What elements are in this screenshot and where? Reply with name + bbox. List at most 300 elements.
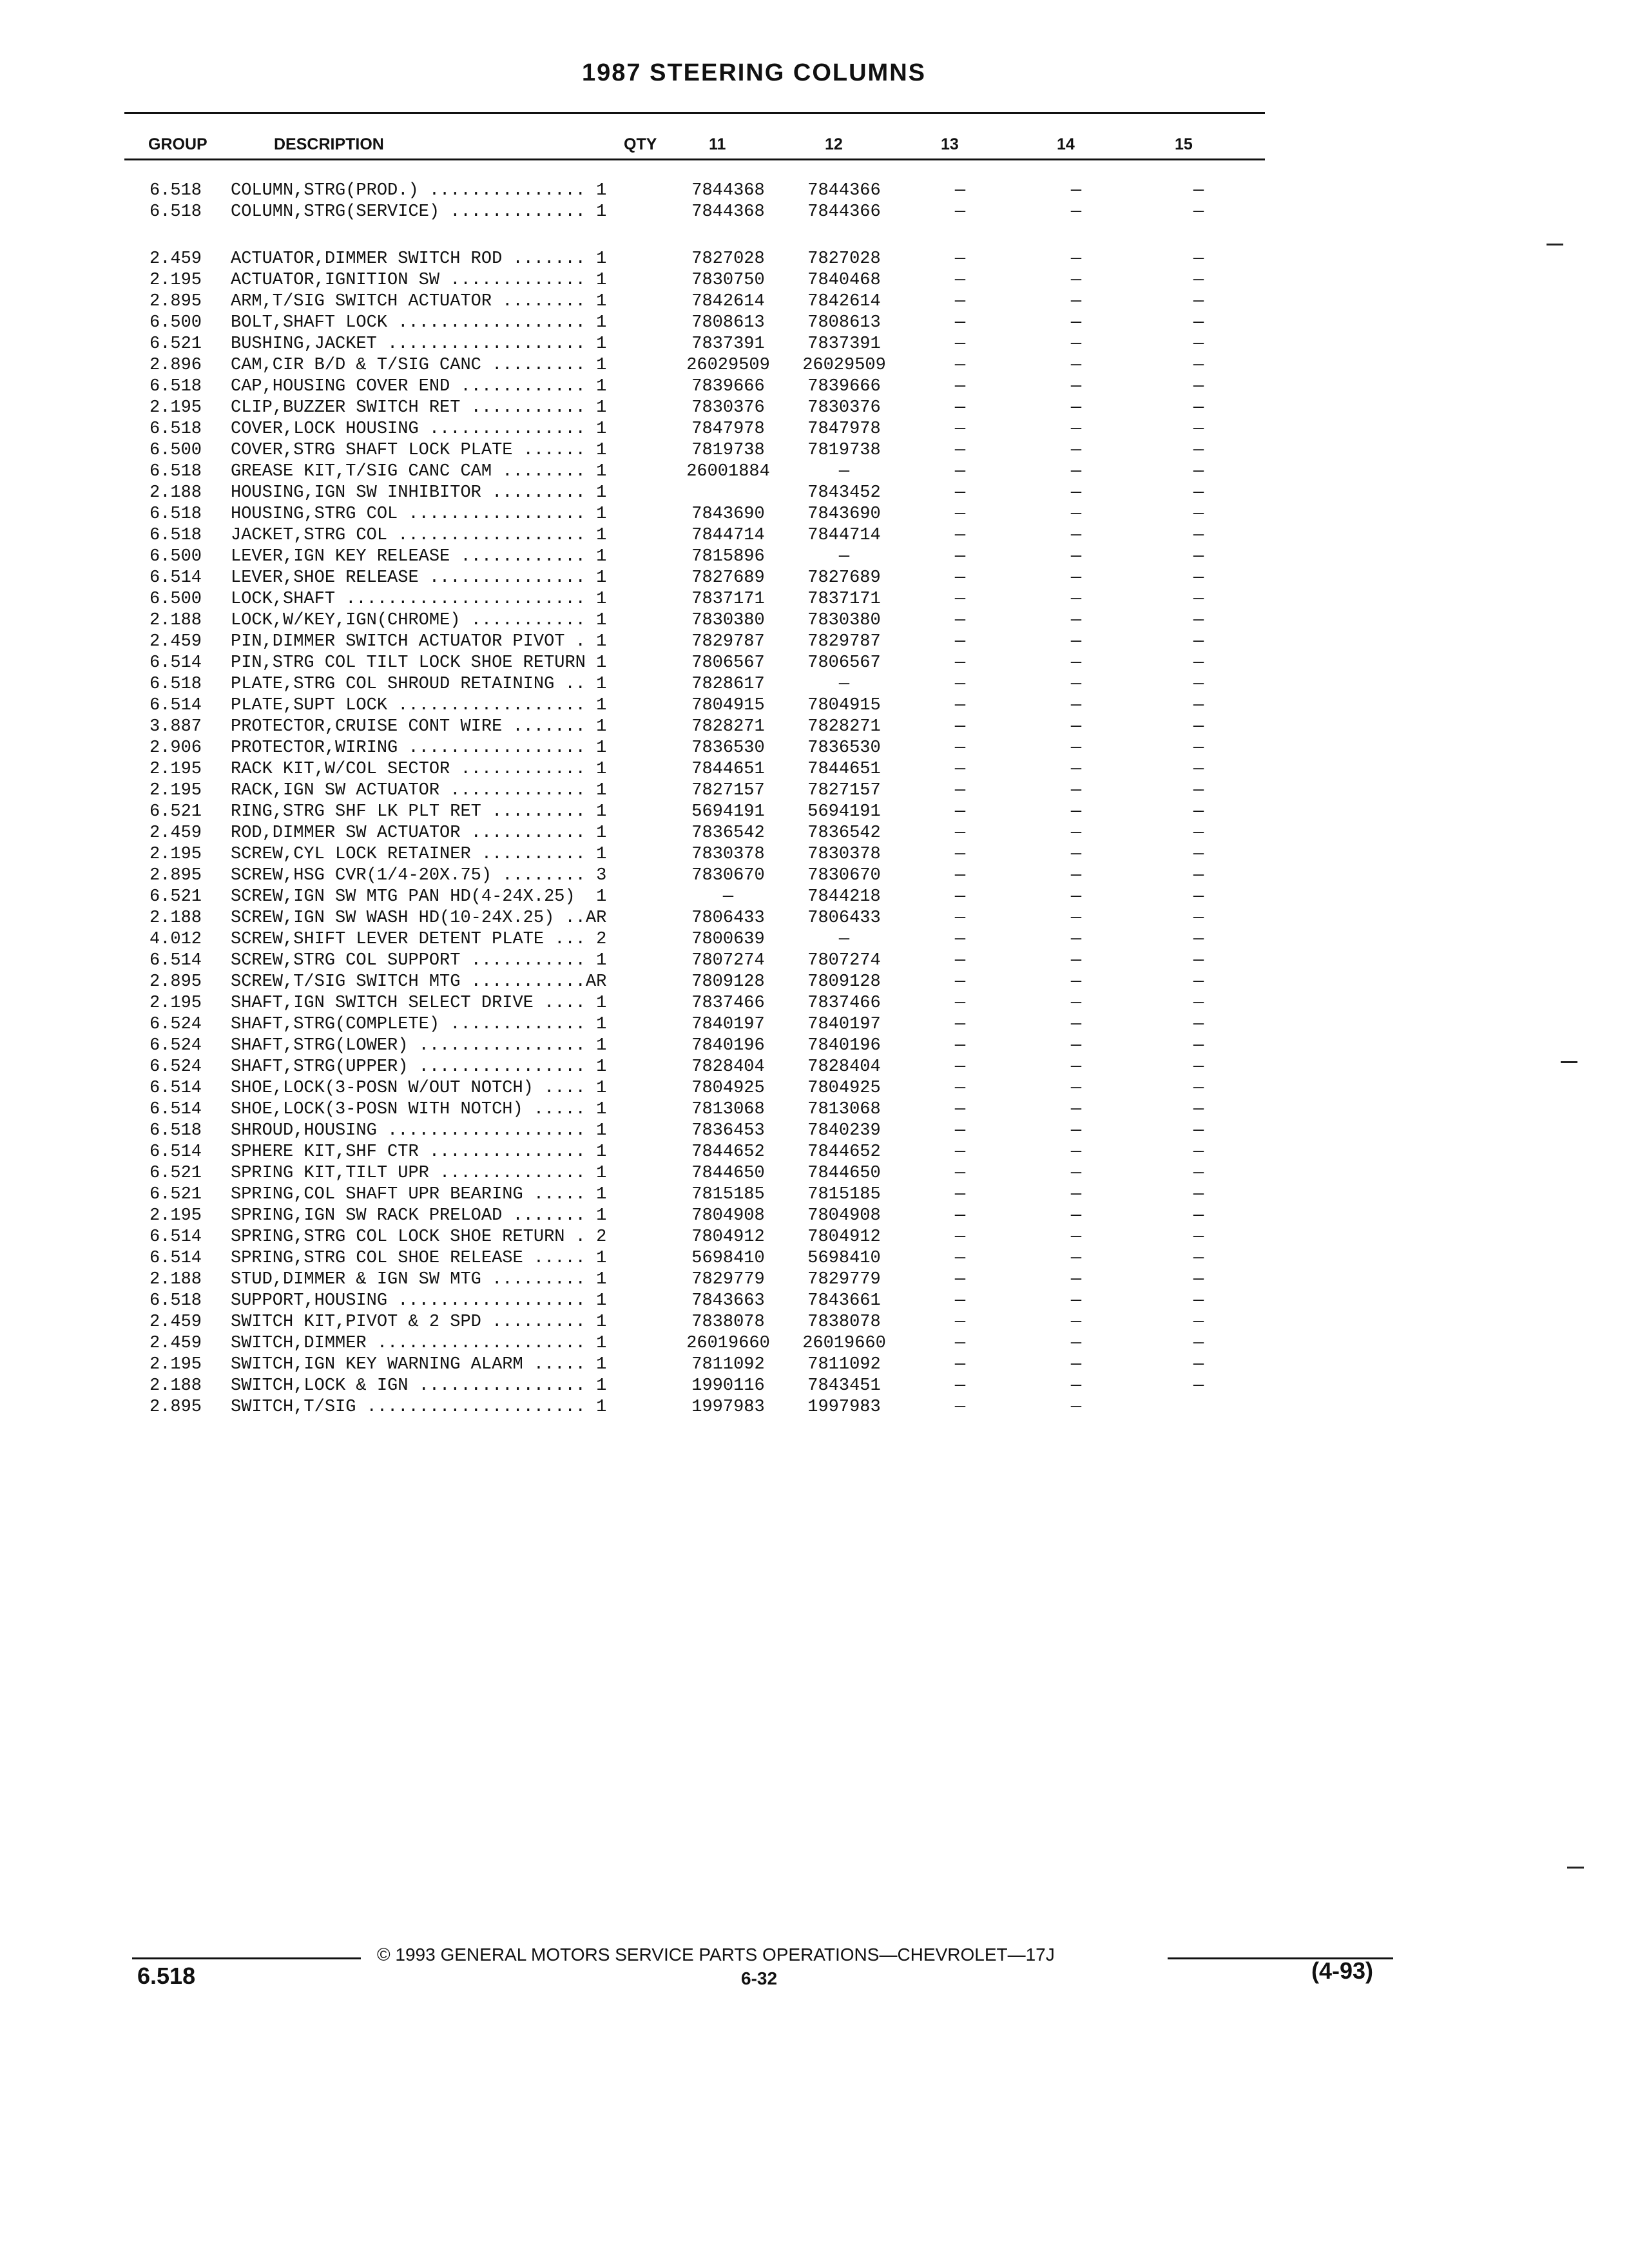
row-part-13: — [954, 1398, 966, 1417]
row-part-15: — [1193, 738, 1204, 758]
row-part-12: 7809128 [807, 972, 881, 992]
row-part-15: — [1193, 823, 1204, 843]
row-part-15: — [1193, 1355, 1204, 1374]
margin-tick-mark [1561, 1061, 1577, 1063]
table-row [0, 631, 1629, 653]
row-part-15: — [1193, 590, 1204, 609]
page-title: 1987 STEERING COLUMNS [582, 59, 926, 86]
row-part-11: 5694191 [691, 802, 765, 822]
row-part-11: 7804925 [691, 1079, 765, 1098]
table-row [0, 653, 1629, 674]
row-group: 6.514 [149, 568, 202, 588]
row-part-11: 7829787 [691, 632, 765, 651]
row-part-11: 7844652 [691, 1142, 765, 1162]
row-description: RACK KIT,W/COL SECTOR ............ 1 [231, 760, 607, 779]
row-part-15: — [1193, 271, 1204, 290]
row-description: SUPPORT,HOUSING .................. 1 [231, 1291, 607, 1311]
row-description: SPRING,STRG COL LOCK SHOE RETURN . 2 [231, 1227, 607, 1247]
row-part-11: 7830376 [691, 398, 765, 418]
row-part-12: 7830378 [807, 845, 881, 864]
row-part-12: 7804925 [807, 1079, 881, 1098]
table-row [0, 398, 1629, 419]
row-part-15: — [1193, 951, 1204, 970]
row-part-12: 7844218 [807, 887, 881, 907]
row-group: 6.514 [149, 1227, 202, 1247]
row-part-11: 26001884 [686, 462, 770, 481]
margin-tick-mark [1547, 244, 1563, 245]
row-part-15: — [1193, 908, 1204, 928]
row-group: 2.895 [149, 972, 202, 992]
table-row [0, 610, 1629, 631]
row-description: PLATE,STRG COL SHROUD RETAINING .. 1 [231, 675, 607, 694]
row-part-11: 1997983 [691, 1398, 765, 1417]
table-row [0, 780, 1629, 802]
row-part-12: — [838, 930, 850, 949]
row-part-14: — [1070, 823, 1082, 843]
row-part-11: 7840196 [691, 1036, 765, 1055]
row-part-11: 7839666 [691, 377, 765, 396]
row-description: PIN,STRG COL TILT LOCK SHOE RETURN 1 [231, 653, 607, 673]
row-part-14: — [1070, 1121, 1082, 1140]
row-part-15: — [1193, 611, 1204, 630]
row-group: 2.895 [149, 292, 202, 311]
row-part-15: — [1193, 547, 1204, 566]
row-group: 2.195 [149, 781, 202, 800]
table-row [0, 1248, 1629, 1269]
row-part-12: 7804915 [807, 696, 881, 715]
row-group: 6.514 [149, 951, 202, 970]
row-description: SHAFT,STRG(COMPLETE) ............. 1 [231, 1015, 607, 1034]
row-description: STUD,DIMMER & IGN SW MTG ......... 1 [231, 1270, 607, 1289]
row-description: PROTECTOR,CRUISE CONT WIRE ....... 1 [231, 717, 607, 736]
row-description: SCREW,T/SIG SWITCH MTG ...........AR [231, 972, 607, 992]
table-row [0, 568, 1629, 589]
row-description: SPHERE KIT,SHF CTR ............... 1 [231, 1142, 607, 1162]
row-part-13: — [954, 271, 966, 290]
row-description: PROTECTOR,WIRING ................. 1 [231, 738, 607, 758]
row-description: SCREW,HSG CVR(1/4-20X.75) ........ 3 [231, 866, 607, 885]
header-bottom-rule [124, 159, 1265, 160]
row-part-12: 7830380 [807, 611, 881, 630]
row-part-14: — [1070, 505, 1082, 524]
table-row [0, 1120, 1629, 1142]
row-part-13: — [954, 653, 966, 673]
row-part-13: — [954, 181, 966, 200]
footer-rule-left [132, 1957, 361, 1959]
row-part-12: 7837171 [807, 590, 881, 609]
row-part-12: 7840196 [807, 1036, 881, 1055]
row-part-13: — [954, 547, 966, 566]
row-part-11: 7836453 [691, 1121, 765, 1140]
row-part-12: 7844366 [807, 202, 881, 222]
row-part-13: — [954, 1355, 966, 1374]
row-part-15: — [1193, 398, 1204, 418]
row-part-12: 7828271 [807, 717, 881, 736]
row-part-15: — [1193, 930, 1204, 949]
row-group: 6.518 [149, 1121, 202, 1140]
row-description: LEVER,IGN KEY RELEASE ............ 1 [231, 547, 607, 566]
row-part-13: — [954, 1312, 966, 1332]
row-part-13: — [954, 717, 966, 736]
table-row [0, 1354, 1629, 1376]
row-part-15: — [1193, 505, 1204, 524]
row-part-12: 7806433 [807, 908, 881, 928]
table-row [0, 844, 1629, 865]
row-part-11: 26019660 [686, 1334, 770, 1353]
row-part-12: 7828404 [807, 1057, 881, 1077]
row-group: 6.518 [149, 1291, 202, 1311]
table-row [0, 823, 1629, 844]
row-part-15: — [1193, 526, 1204, 545]
row-group: 6.500 [149, 547, 202, 566]
row-part-11: 7800639 [691, 930, 765, 949]
row-part-11: 7808613 [691, 313, 765, 332]
row-description: CLIP,BUZZER SWITCH RET ........... 1 [231, 398, 607, 418]
row-part-12: 26019660 [802, 1334, 886, 1353]
row-group: 6.518 [149, 505, 202, 524]
row-description: COVER,STRG SHAFT LOCK PLATE ...... 1 [231, 441, 607, 460]
row-description: SWITCH,DIMMER .................... 1 [231, 1334, 607, 1353]
row-part-11: 7844714 [691, 526, 765, 545]
row-group: 2.188 [149, 483, 202, 503]
row-part-14: — [1070, 590, 1082, 609]
row-part-13: — [954, 202, 966, 222]
row-group: 2.906 [149, 738, 202, 758]
row-description: SCREW,CYL LOCK RETAINER .......... 1 [231, 845, 607, 864]
table-row [0, 759, 1629, 780]
row-part-11: 7830670 [691, 866, 765, 885]
table-row [0, 1163, 1629, 1184]
row-group: 6.514 [149, 1249, 202, 1268]
row-part-15: — [1193, 1057, 1204, 1077]
row-part-13: — [954, 845, 966, 864]
row-part-12: 5698410 [807, 1249, 881, 1268]
row-part-11: 7804908 [691, 1206, 765, 1225]
table-row [0, 929, 1629, 950]
row-part-14: — [1070, 1164, 1082, 1183]
row-description: ARM,T/SIG SWITCH ACTUATOR ........ 1 [231, 292, 607, 311]
column-header-13: 13 [941, 135, 959, 153]
table-row [0, 419, 1629, 440]
row-part-12: 7829787 [807, 632, 881, 651]
row-part-14: — [1070, 1206, 1082, 1225]
row-group: 6.518 [149, 462, 202, 481]
row-part-12: 7808613 [807, 313, 881, 332]
column-header-group: GROUP [148, 135, 207, 153]
table-row [0, 865, 1629, 887]
row-part-13: — [954, 1057, 966, 1077]
row-part-11: 7827028 [691, 249, 765, 269]
row-part-14: — [1070, 802, 1082, 822]
table-row [0, 461, 1629, 483]
row-part-12: 7844650 [807, 1164, 881, 1183]
row-part-15: — [1193, 334, 1204, 354]
row-group: 6.518 [149, 181, 202, 200]
row-part-14: — [1070, 845, 1082, 864]
row-part-13: — [954, 866, 966, 885]
row-part-14: — [1070, 1355, 1082, 1374]
row-part-14: — [1070, 611, 1082, 630]
row-group: 6.524 [149, 1015, 202, 1034]
row-part-14: — [1070, 1270, 1082, 1289]
row-part-15: — [1193, 462, 1204, 481]
row-part-11: 7807274 [691, 951, 765, 970]
row-part-14: — [1070, 547, 1082, 566]
row-description: SHAFT,STRG(UPPER) ................ 1 [231, 1057, 607, 1077]
row-part-14: — [1070, 1100, 1082, 1119]
row-part-12: 7830670 [807, 866, 881, 885]
row-group: 6.521 [149, 1164, 202, 1183]
row-part-14: — [1070, 653, 1082, 673]
row-group: 2.896 [149, 356, 202, 375]
row-group: 6.518 [149, 675, 202, 694]
row-part-12: 7804908 [807, 1206, 881, 1225]
row-part-13: — [954, 1227, 966, 1247]
row-part-11: 7847978 [691, 419, 765, 439]
row-part-11: 7828617 [691, 675, 765, 694]
table-row [0, 674, 1629, 695]
row-part-15: — [1193, 441, 1204, 460]
row-part-13: — [954, 887, 966, 907]
row-part-13: — [954, 249, 966, 269]
row-part-15: — [1193, 696, 1204, 715]
row-part-12: 7847978 [807, 419, 881, 439]
row-part-14: — [1070, 462, 1082, 481]
row-part-12: 7837391 [807, 334, 881, 354]
row-group: 2.195 [149, 845, 202, 864]
row-description: SCREW,IGN SW WASH HD(10-24X.25) ..AR [231, 908, 607, 928]
table-row [0, 802, 1629, 823]
table-row [0, 716, 1629, 738]
row-part-11: 7842614 [691, 292, 765, 311]
row-part-14: — [1070, 675, 1082, 694]
row-part-13: — [954, 313, 966, 332]
row-part-13: — [954, 738, 966, 758]
row-description: SPRING KIT,TILT UPR .............. 1 [231, 1164, 607, 1183]
row-group: 6.500 [149, 313, 202, 332]
row-part-13: — [954, 526, 966, 545]
row-part-15: — [1193, 1312, 1204, 1332]
column-header-14: 14 [1057, 135, 1075, 153]
row-description: SWITCH,LOCK & IGN ................ 1 [231, 1376, 607, 1396]
column-header-qty: QTY [624, 135, 657, 153]
row-part-12: 7839666 [807, 377, 881, 396]
row-part-15: — [1193, 866, 1204, 885]
row-part-11: 7828271 [691, 717, 765, 736]
table-row [0, 1397, 1629, 1418]
row-group: 4.012 [149, 930, 202, 949]
table-row [0, 1099, 1629, 1120]
row-part-12: — [838, 547, 850, 566]
row-group: 6.518 [149, 202, 202, 222]
row-part-15: — [1193, 632, 1204, 651]
row-description: SHOE,LOCK(3-POSN W/OUT NOTCH) .... 1 [231, 1079, 607, 1098]
row-part-11: 7837391 [691, 334, 765, 354]
table-row [0, 483, 1629, 504]
row-part-12: 7811092 [807, 1355, 881, 1374]
row-group: 2.459 [149, 1312, 202, 1332]
row-part-11: 7838078 [691, 1312, 765, 1332]
table-row [0, 1312, 1629, 1333]
row-group: 6.500 [149, 590, 202, 609]
row-part-13: — [954, 632, 966, 651]
row-part-12: 7807274 [807, 951, 881, 970]
row-description: SWITCH,T/SIG ..................... 1 [231, 1398, 607, 1417]
row-group: 2.459 [149, 1334, 202, 1353]
row-part-11: 7844651 [691, 760, 765, 779]
row-part-11: 7830750 [691, 271, 765, 290]
row-part-13: — [954, 292, 966, 311]
row-part-12: 7815185 [807, 1185, 881, 1204]
row-description: SCREW,SHIFT LEVER DETENT PLATE ... 2 [231, 930, 607, 949]
row-group: 6.514 [149, 1079, 202, 1098]
row-part-15: — [1193, 249, 1204, 269]
row-part-14: — [1070, 181, 1082, 200]
table-row [0, 291, 1629, 312]
row-description: LEVER,SHOE RELEASE ............... 1 [231, 568, 607, 588]
row-part-12: 7840197 [807, 1015, 881, 1034]
row-part-12: 7842614 [807, 292, 881, 311]
row-part-15: — [1193, 377, 1204, 396]
row-part-14: — [1070, 249, 1082, 269]
row-part-11: 7827689 [691, 568, 765, 588]
footer-copyright: © 1993 GENERAL MOTORS SERVICE PARTS OPERATIONS—CHEVROLET—17J [377, 1945, 1055, 1965]
row-part-15: — [1193, 1376, 1204, 1396]
row-part-11: 7837466 [691, 994, 765, 1013]
row-part-13: — [954, 802, 966, 822]
row-description: PLATE,SUPT LOCK .................. 1 [231, 696, 607, 715]
column-header-description: DESCRIPTION [274, 135, 384, 153]
row-part-12: 1997983 [807, 1398, 881, 1417]
row-part-14: — [1070, 271, 1082, 290]
row-part-14: — [1070, 1249, 1082, 1268]
row-part-11: 7811092 [691, 1355, 765, 1374]
row-part-14: — [1070, 1142, 1082, 1162]
row-group: 2.459 [149, 823, 202, 843]
row-group: 6.518 [149, 526, 202, 545]
row-part-12: 7819738 [807, 441, 881, 460]
table-row [0, 180, 1629, 202]
row-description: COLUMN,STRG(PROD.) ............... 1 [231, 181, 607, 200]
row-part-11: 7829779 [691, 1270, 765, 1289]
row-part-13: — [954, 1376, 966, 1396]
row-description: SWITCH,IGN KEY WARNING ALARM ..... 1 [231, 1355, 607, 1374]
row-part-14: — [1070, 1398, 1082, 1417]
row-group: 6.514 [149, 696, 202, 715]
row-part-15: — [1193, 1079, 1204, 1098]
row-part-14: — [1070, 377, 1082, 396]
row-group: 6.521 [149, 1185, 202, 1204]
row-part-12: 7838078 [807, 1312, 881, 1332]
table-row [0, 1206, 1629, 1227]
row-part-12: 7840468 [807, 271, 881, 290]
row-part-13: — [954, 1100, 966, 1119]
table-row [0, 695, 1629, 716]
row-part-11: 7815185 [691, 1185, 765, 1204]
row-part-11: 7815896 [691, 547, 765, 566]
row-part-13: — [954, 377, 966, 396]
row-description: CAP,HOUSING COVER END ............ 1 [231, 377, 607, 396]
row-group: 2.895 [149, 1398, 202, 1417]
row-part-14: — [1070, 1036, 1082, 1055]
parts-list [0, 180, 1629, 1418]
row-part-13: — [954, 1121, 966, 1140]
row-part-13: — [954, 696, 966, 715]
row-group: 2.188 [149, 1270, 202, 1289]
table-row [0, 312, 1629, 334]
row-part-15: — [1193, 675, 1204, 694]
row-part-14: — [1070, 202, 1082, 222]
row-description: SPRING,COL SHAFT UPR BEARING ..... 1 [231, 1185, 607, 1204]
row-part-11: 7843690 [691, 505, 765, 524]
row-part-14: — [1070, 1185, 1082, 1204]
row-part-14: — [1070, 1015, 1082, 1034]
table-row [0, 1227, 1629, 1248]
row-part-11: 7836530 [691, 738, 765, 758]
row-part-14: — [1070, 441, 1082, 460]
row-part-12: 7844366 [807, 181, 881, 200]
row-part-11: 7836542 [691, 823, 765, 843]
row-group: 2.195 [149, 271, 202, 290]
row-description: SPRING,STRG COL SHOE RELEASE ..... 1 [231, 1249, 607, 1268]
row-group: 2.188 [149, 611, 202, 630]
row-part-15: — [1193, 483, 1204, 503]
row-group: 6.518 [149, 419, 202, 439]
row-part-14: — [1070, 1376, 1082, 1396]
row-part-12: — [838, 462, 850, 481]
row-description: SCREW,IGN SW MTG PAN HD(4-24X.25) 1 [231, 887, 607, 907]
row-part-11: 7830380 [691, 611, 765, 630]
row-part-15: — [1193, 972, 1204, 992]
row-part-13: — [954, 483, 966, 503]
table-row [0, 1269, 1629, 1291]
table-row [0, 972, 1629, 993]
row-part-14: — [1070, 334, 1082, 354]
row-part-13: — [954, 781, 966, 800]
row-part-15: — [1193, 1100, 1204, 1119]
row-part-13: — [954, 951, 966, 970]
row-part-13: — [954, 1334, 966, 1353]
table-row [0, 270, 1629, 291]
row-part-12: 7844651 [807, 760, 881, 779]
footer-revision-date: (4-93) [1311, 1957, 1374, 1984]
row-part-12: 7829779 [807, 1270, 881, 1289]
row-description: PIN,DIMMER SWITCH ACTUATOR PIVOT . 1 [231, 632, 607, 651]
row-description: BOLT,SHAFT LOCK .................. 1 [231, 313, 607, 332]
row-part-14: — [1070, 908, 1082, 928]
row-group: 6.524 [149, 1057, 202, 1077]
row-part-13: — [954, 611, 966, 630]
row-group: 2.188 [149, 908, 202, 928]
row-group: 2.195 [149, 398, 202, 418]
row-part-13: — [954, 441, 966, 460]
row-part-11: 7844650 [691, 1164, 765, 1183]
table-row [0, 1014, 1629, 1035]
row-part-14: — [1070, 1057, 1082, 1077]
table-row [0, 1184, 1629, 1206]
row-part-13: — [954, 568, 966, 588]
table-row [0, 887, 1629, 908]
footer-group-number: 6.518 [137, 1963, 196, 1989]
table-row [0, 525, 1629, 546]
row-part-13: — [954, 419, 966, 439]
row-group: 6.500 [149, 441, 202, 460]
row-part-13: — [954, 994, 966, 1013]
row-part-15: — [1193, 653, 1204, 673]
table-row [0, 1291, 1629, 1312]
row-part-13: — [954, 1291, 966, 1311]
table-row [0, 1376, 1629, 1397]
